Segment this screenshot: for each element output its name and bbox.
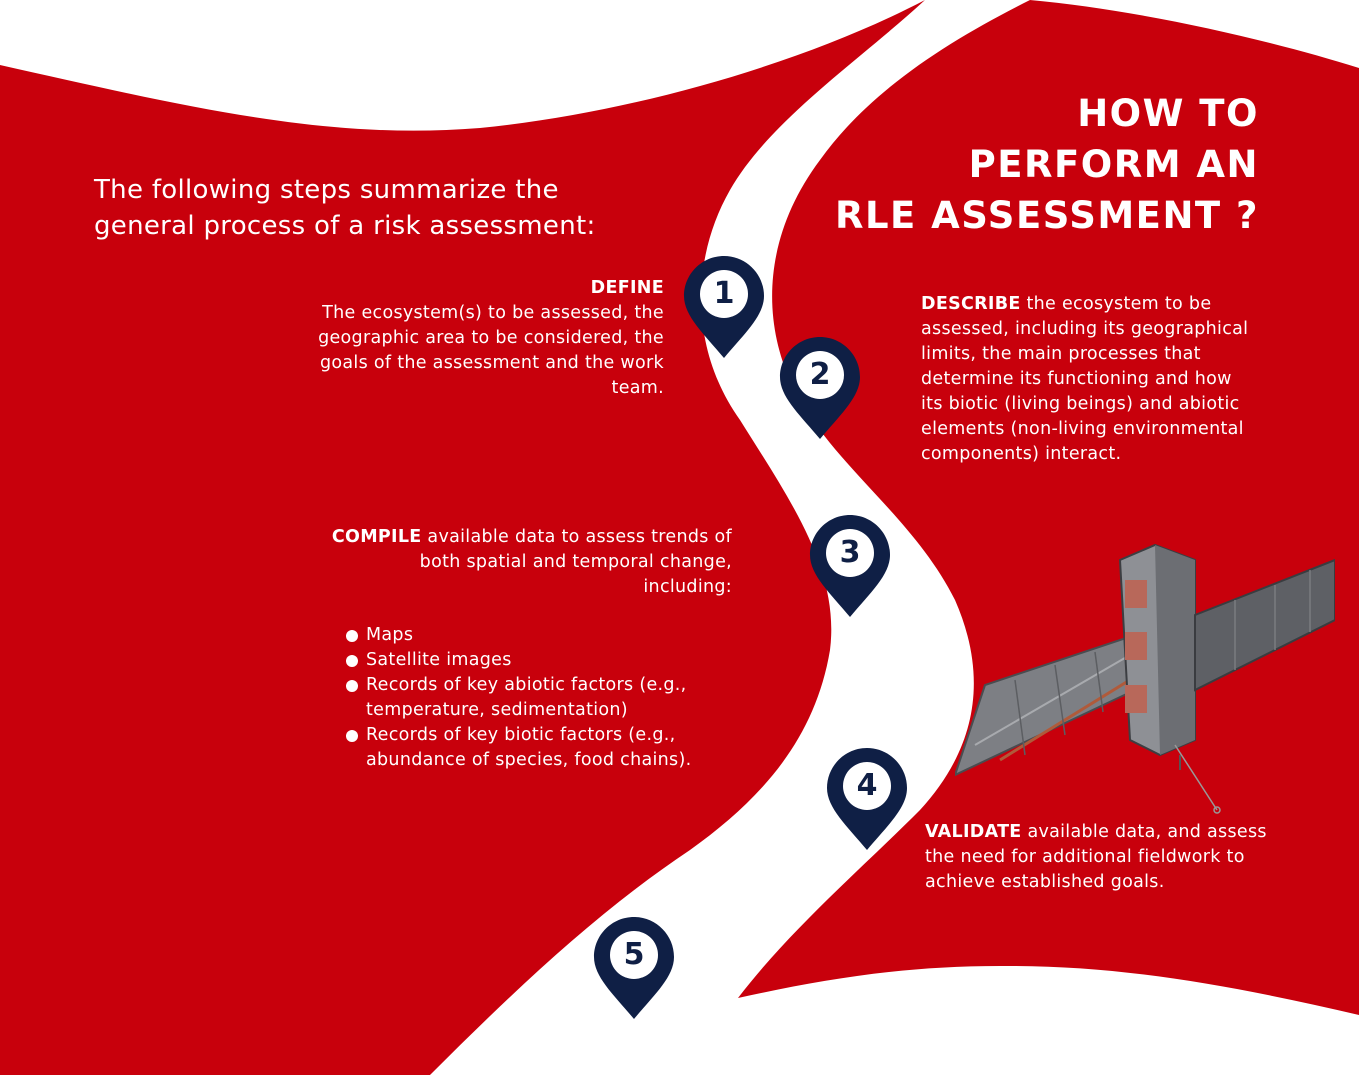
compile-text: available data to assess trends of both spatial and temporal change, including: bbox=[419, 527, 732, 597]
list-item: Records of key biotic factors (e.g., abundance of species, food chains). bbox=[346, 723, 766, 773]
map-pin-icon bbox=[682, 254, 766, 360]
map-pin-icon bbox=[778, 335, 862, 441]
validate-text: available data, and assess the need for additional fieldwork to achieve established goals. bbox=[925, 822, 1267, 892]
compile-keyword: COMPILE bbox=[331, 527, 422, 547]
pin-number: 1 bbox=[713, 276, 735, 311]
map-pin-icon bbox=[825, 746, 909, 852]
right-solar-panel bbox=[1195, 560, 1335, 690]
intro-text: The following steps summarize the general process of a risk assessment: bbox=[94, 175, 596, 241]
title-line-3: RLE ASSESSMENT ? bbox=[834, 194, 1259, 237]
pin-number: 4 bbox=[856, 768, 878, 803]
describe-text: the ecosystem to be assessed, including its geographical limits, the main processes that determine its functioning and how its biotic (living beings) and abiotic elements (non-living environmental components) interact. bbox=[921, 294, 1249, 464]
compile-list bbox=[346, 623, 766, 773]
pin-number: 3 bbox=[839, 535, 861, 570]
validate-keyword: VALIDATE bbox=[925, 822, 1022, 842]
step-describe bbox=[921, 292, 1251, 467]
list-item: Satellite images bbox=[346, 648, 766, 673]
pin-number: 2 bbox=[809, 357, 831, 392]
define-text: The ecosystem(s) to be assessed, the geographic area to be considered, the goals of the assessment and the work team. bbox=[318, 303, 664, 398]
define-keyword: DEFINE bbox=[590, 278, 664, 298]
step-compile bbox=[330, 525, 732, 600]
page-title bbox=[739, 88, 1259, 241]
describe-keyword: DESCRIBE bbox=[921, 294, 1021, 314]
step-validate bbox=[925, 820, 1285, 895]
list-item: Records of key abiotic factors (e.g., temperature, sedimentation) bbox=[346, 673, 766, 723]
step-define bbox=[270, 276, 664, 401]
title-line-1: HOW TO bbox=[1077, 92, 1259, 135]
satellite-image bbox=[955, 540, 1335, 820]
pin-number: 5 bbox=[623, 937, 645, 972]
list-item: Maps bbox=[346, 623, 766, 648]
map-pin-icon bbox=[808, 513, 892, 619]
title-line-2: PERFORM AN bbox=[968, 143, 1259, 186]
map-pin-icon bbox=[592, 915, 676, 1021]
